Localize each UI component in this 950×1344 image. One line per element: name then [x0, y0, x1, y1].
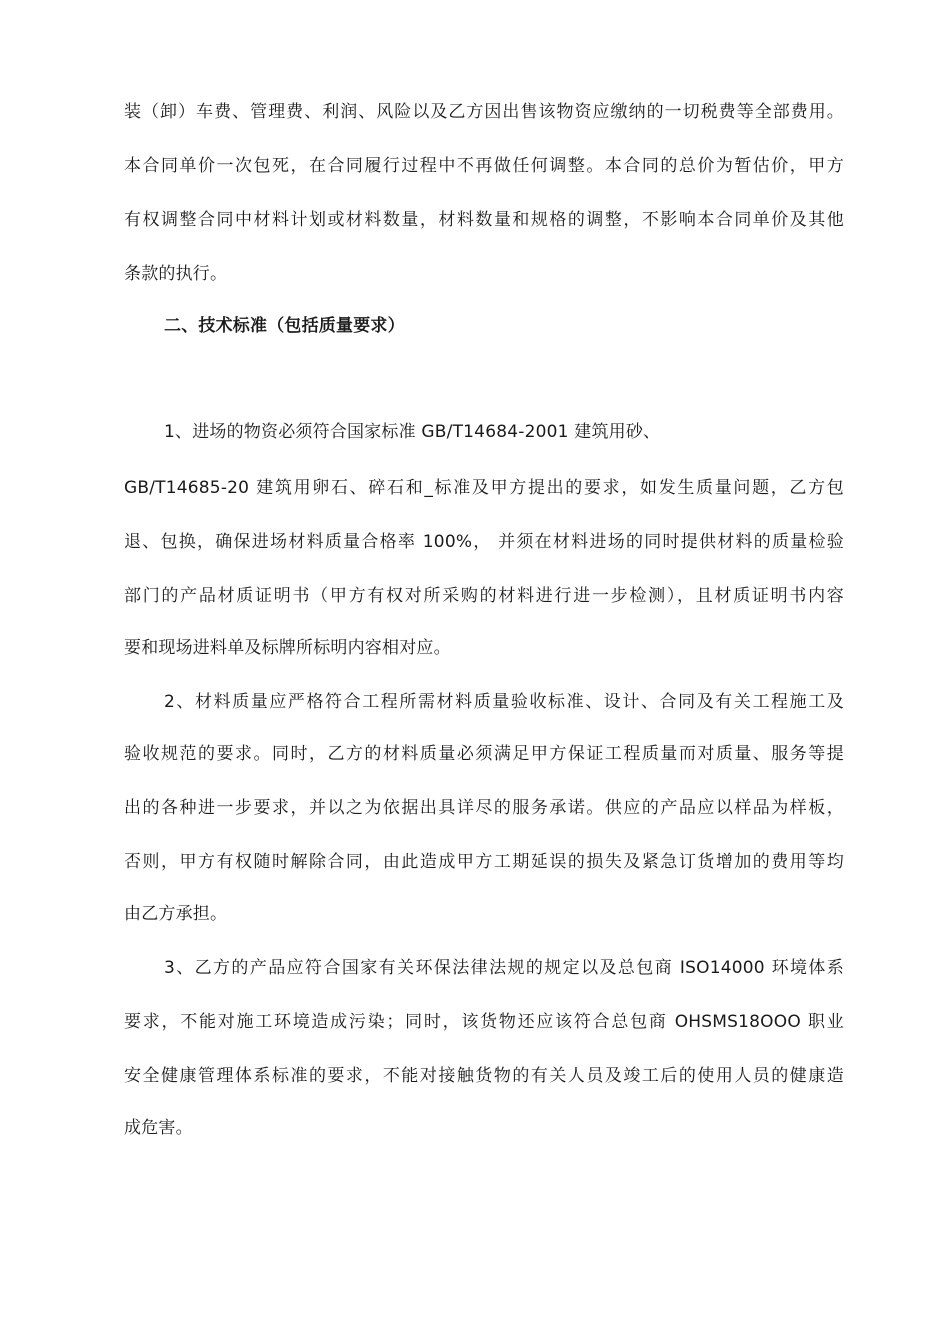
paragraph-line: 条款的执行。: [124, 264, 228, 284]
clause-line: 退、包换，确保进场材料质量合格率 100%， 并须在材料进场的同时提供材料的质量检验: [124, 532, 844, 552]
clause-line: 安全健康管理体系标准的要求，不能对接触货物的有关人员及竣工后的使用人员的健康造: [124, 1066, 844, 1086]
paragraph-line: 本合同单价一次包死，在合同履行过程中不再做任何调整。本合同的总价为暂估价，甲方: [124, 156, 844, 176]
clause-line: 1、进场的物资必须符合国家标准 GB/T14684-2001 建筑用砂、: [164, 422, 661, 442]
clause-line: 2、材料质量应严格符合工程所需材料质量验收标准、设计、合同及有关工程施工及: [164, 692, 844, 712]
clause-line: 要和现场进料单及标牌所标明内容相对应。: [124, 638, 451, 658]
paragraph-line: 装（卸）车费、管理费、利润、风险以及乙方因出售该物资应缴纳的一切税费等全部费用。: [124, 102, 844, 122]
clause-line: 出的各种进一步要求，并以之为依据出具详尽的服务承诺。供应的产品应以样品为样板，: [124, 798, 844, 818]
clause-line: 成危害。: [124, 1118, 193, 1138]
clause-line: 部门的产品材质证明书（甲方有权对所采购的材料进行进一步检测），且材质证明书内容: [124, 586, 844, 606]
clause-line: 否则，甲方有权随时解除合同，由此造成甲方工期延误的损失及紧急订货增加的费用等均: [124, 852, 844, 872]
clause-line: GB/T14685-20 建筑用卵石、碎石和_标准及甲方提出的要求，如发生质量问题，乙方包: [124, 478, 844, 498]
paragraph-line: 有权调整合同中材料计划或材料数量，材料数量和规格的调整，不影响本合同单价及其他: [124, 210, 844, 230]
clause-line: 要求，不能对施工环境造成污染；同时，该货物还应该符合总包商 OHSMS18OOO 职业: [124, 1012, 844, 1032]
clause-line: 3、乙方的产品应符合国家有关环保法律法规的规定以及总包商 ISO14000 环境体系: [164, 958, 844, 978]
section-heading: 二、技术标准（包括质量要求）: [164, 316, 405, 336]
clause-line: 由乙方承担。: [124, 904, 228, 924]
clause-line: 验收规范的要求。同时，乙方的材料质量必须满足甲方保证工程质量而对质量、服务等提: [124, 744, 844, 764]
